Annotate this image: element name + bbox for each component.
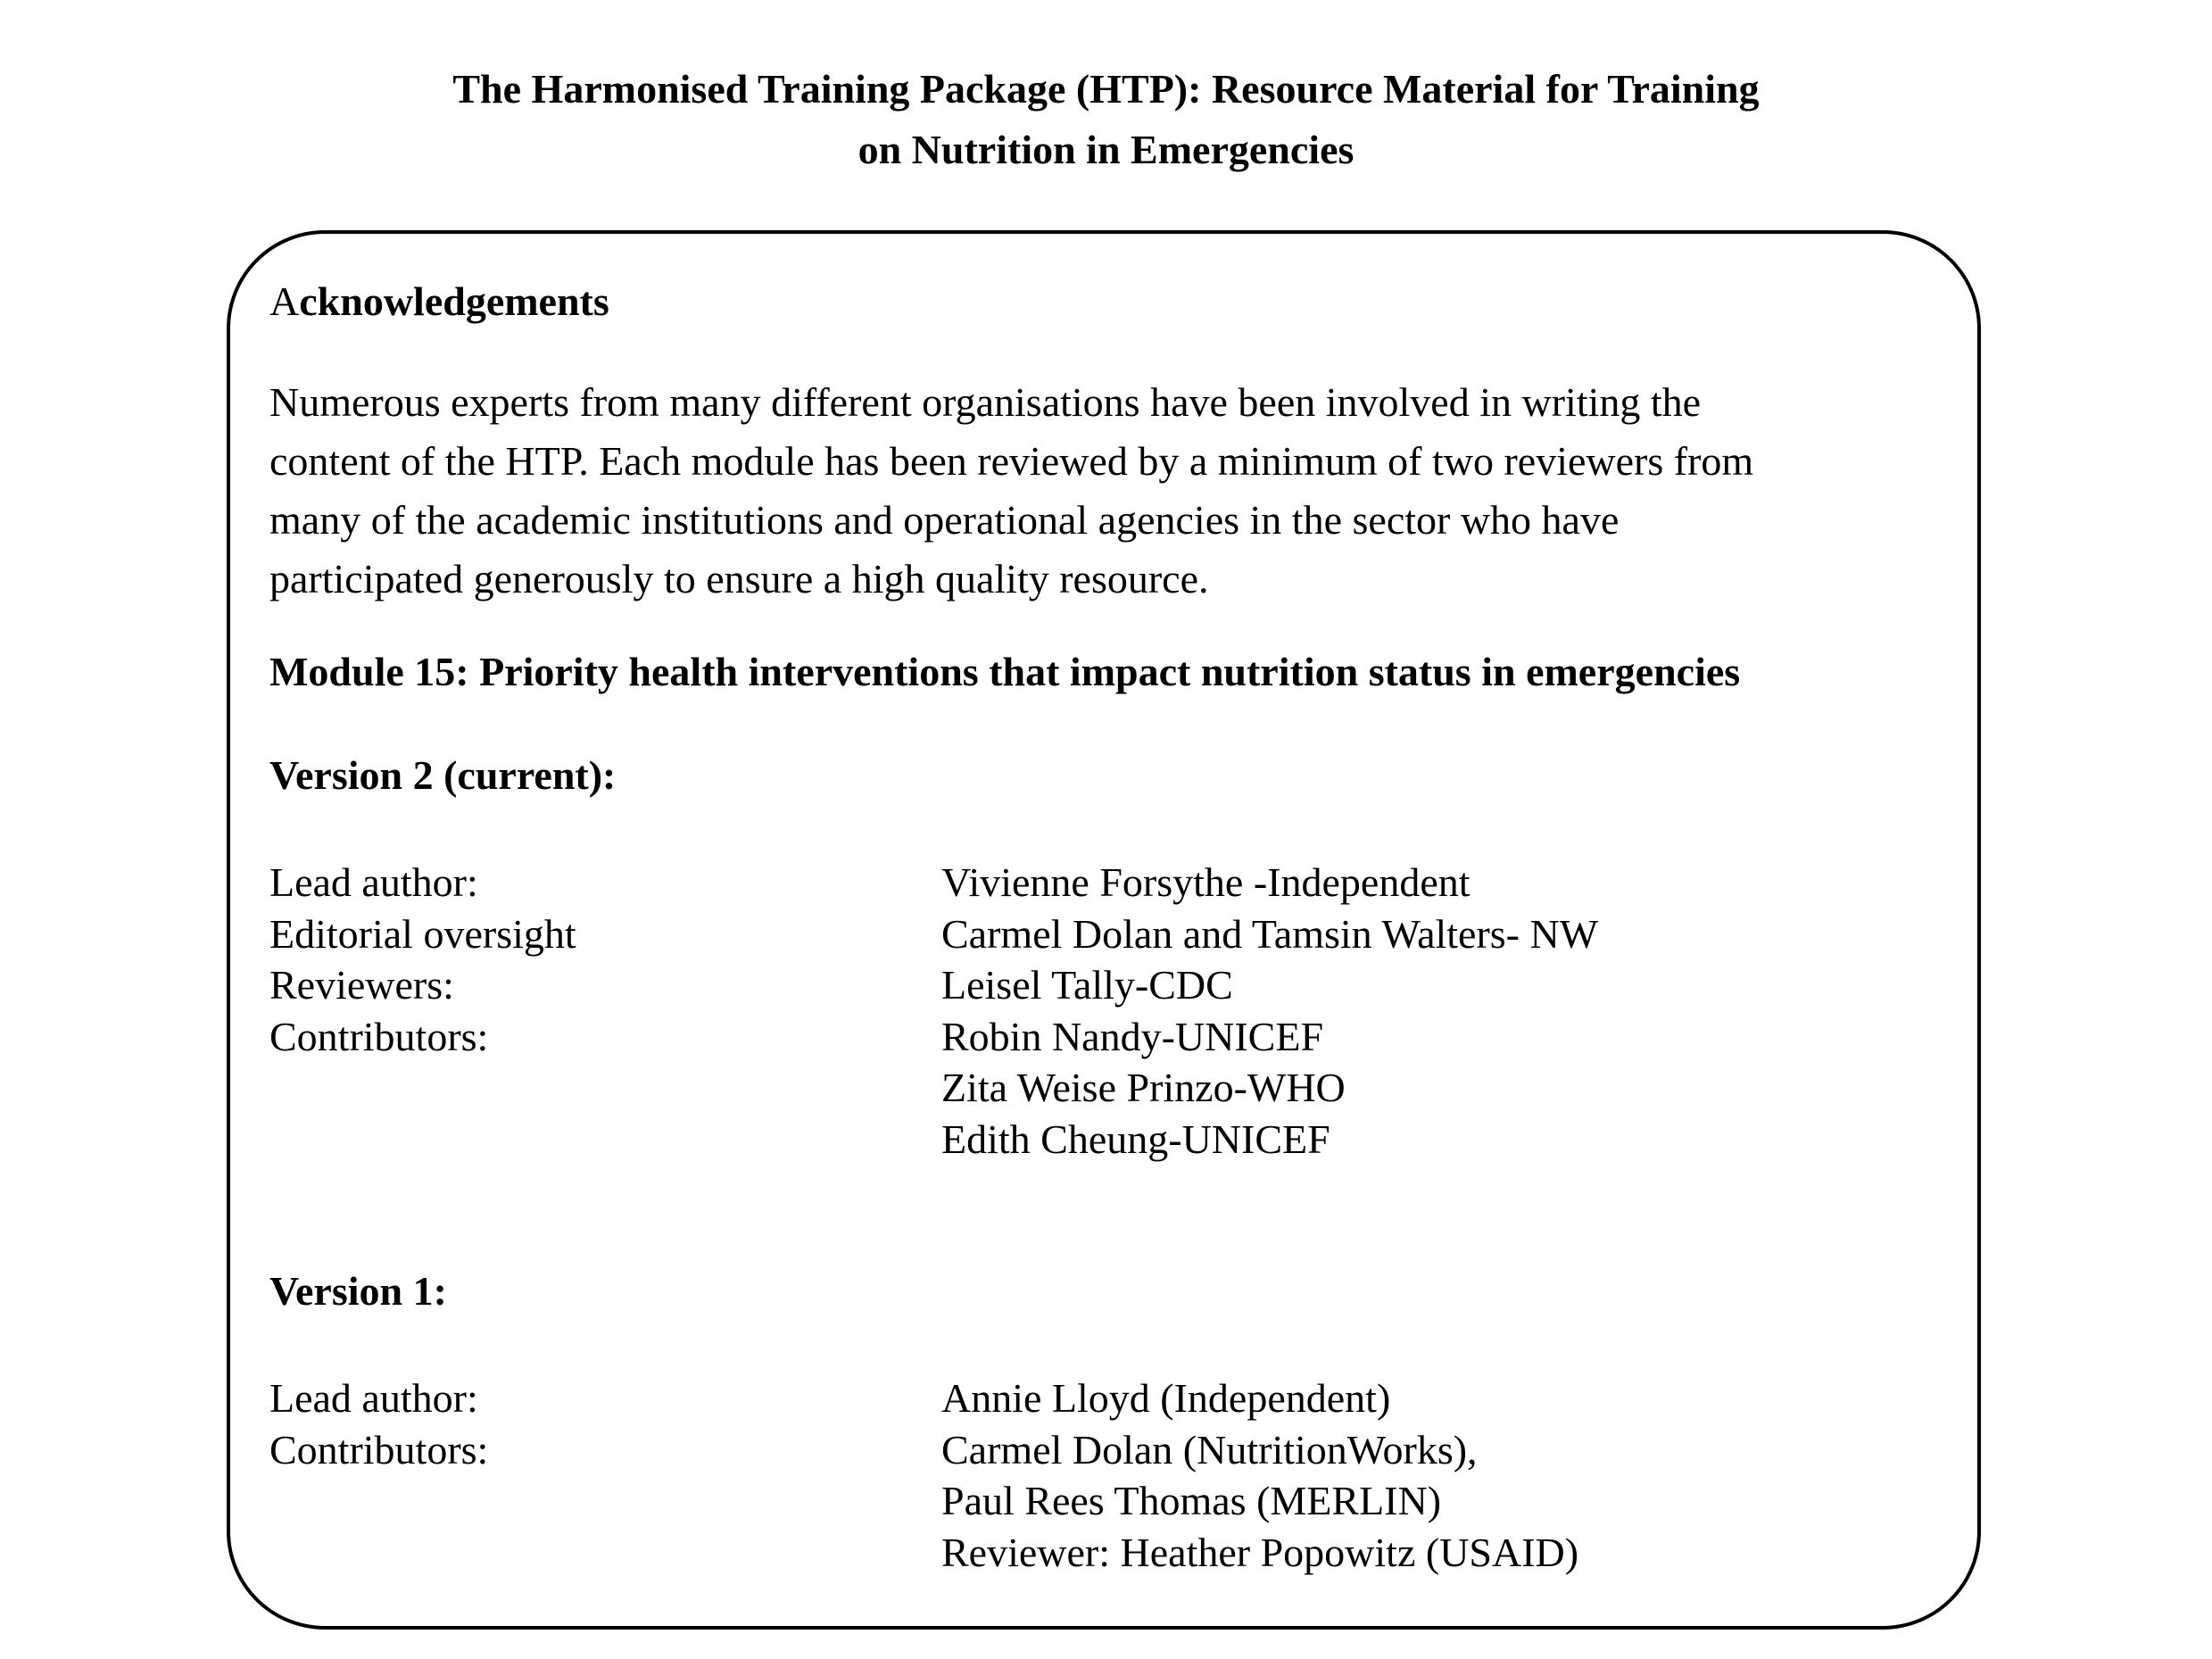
acknowledgements-heading-initial: A [269,278,300,324]
credit-role [269,1527,941,1579]
document-title [0,59,2212,180]
credit-role: Lead author: [269,1375,478,1421]
credit-row [269,1011,1598,1063]
credit-name: Leisel Tally-CDC [941,962,1233,1008]
acknowledgements-heading [269,278,609,325]
version-1-heading: Version 1: [269,1268,447,1314]
document-title-line-2: on Nutrition in Emergencies [857,127,1355,172]
credit-row [269,857,1598,908]
credit-name: Zita Weise Prinzo-WHO [941,1065,1346,1111]
credit-name: Vivienne Forsythe -Independent [941,859,1471,905]
document-title-line-1: The Harmonised Training Package (HTP): Resource Material for Training [452,66,1760,112]
credit-role: Contributors: [269,1426,489,1472]
credit-row [269,1114,1598,1165]
credit-row [269,959,1598,1011]
version-2-credits [269,857,1598,1165]
paragraph-line: many of the academic institutions and operational agencies in the sector who have [269,497,1620,543]
credit-role: Editorial oversight [269,910,576,957]
module-title: Module 15: Priority health interventions that impact nutrition status in emergencies [269,649,1741,694]
credit-name: Edith Cheung-UNICEF [941,1116,1330,1162]
credit-role: Contributors: [269,1013,489,1059]
credit-role [269,1114,941,1165]
version-2-heading: Version 2 (current): [269,752,617,798]
credit-role: Lead author: [269,859,478,905]
credit-name: Carmel Dolan and Tamsin Walters- NW [941,910,1599,957]
credit-row [269,1475,1578,1527]
credit-name: Carmel Dolan (NutritionWorks), [941,1426,1478,1472]
credit-row [269,908,1598,960]
credit-row [269,1062,1598,1114]
paragraph-line: Numerous experts from many different organisations have been involved in writing the [269,379,1702,425]
credit-name: Reviewer: Heather Popowitz (USAID) [941,1529,1579,1575]
acknowledgements-heading-rest: cknowledgements [299,278,609,324]
credit-role: Reviewers: [269,962,454,1008]
acknowledgements-paragraph [269,373,1947,609]
credit-row [269,1527,1578,1579]
credit-row [269,1424,1578,1476]
credit-name: Annie Lloyd (Independent) [941,1375,1391,1421]
credit-role [269,1062,941,1114]
credit-role [269,1475,941,1527]
credit-row [269,1373,1578,1424]
paragraph-line: participated generously to ensure a high quality resource. [269,556,1209,601]
version-1-credits [269,1373,1578,1578]
paragraph-line: content of the HTP. Each module has been reviewed by a minimum of two reviewers from [269,438,1754,484]
credit-name: Paul Rees Thomas (MERLIN) [941,1478,1442,1524]
credit-name: Robin Nandy-UNICEF [941,1013,1324,1059]
